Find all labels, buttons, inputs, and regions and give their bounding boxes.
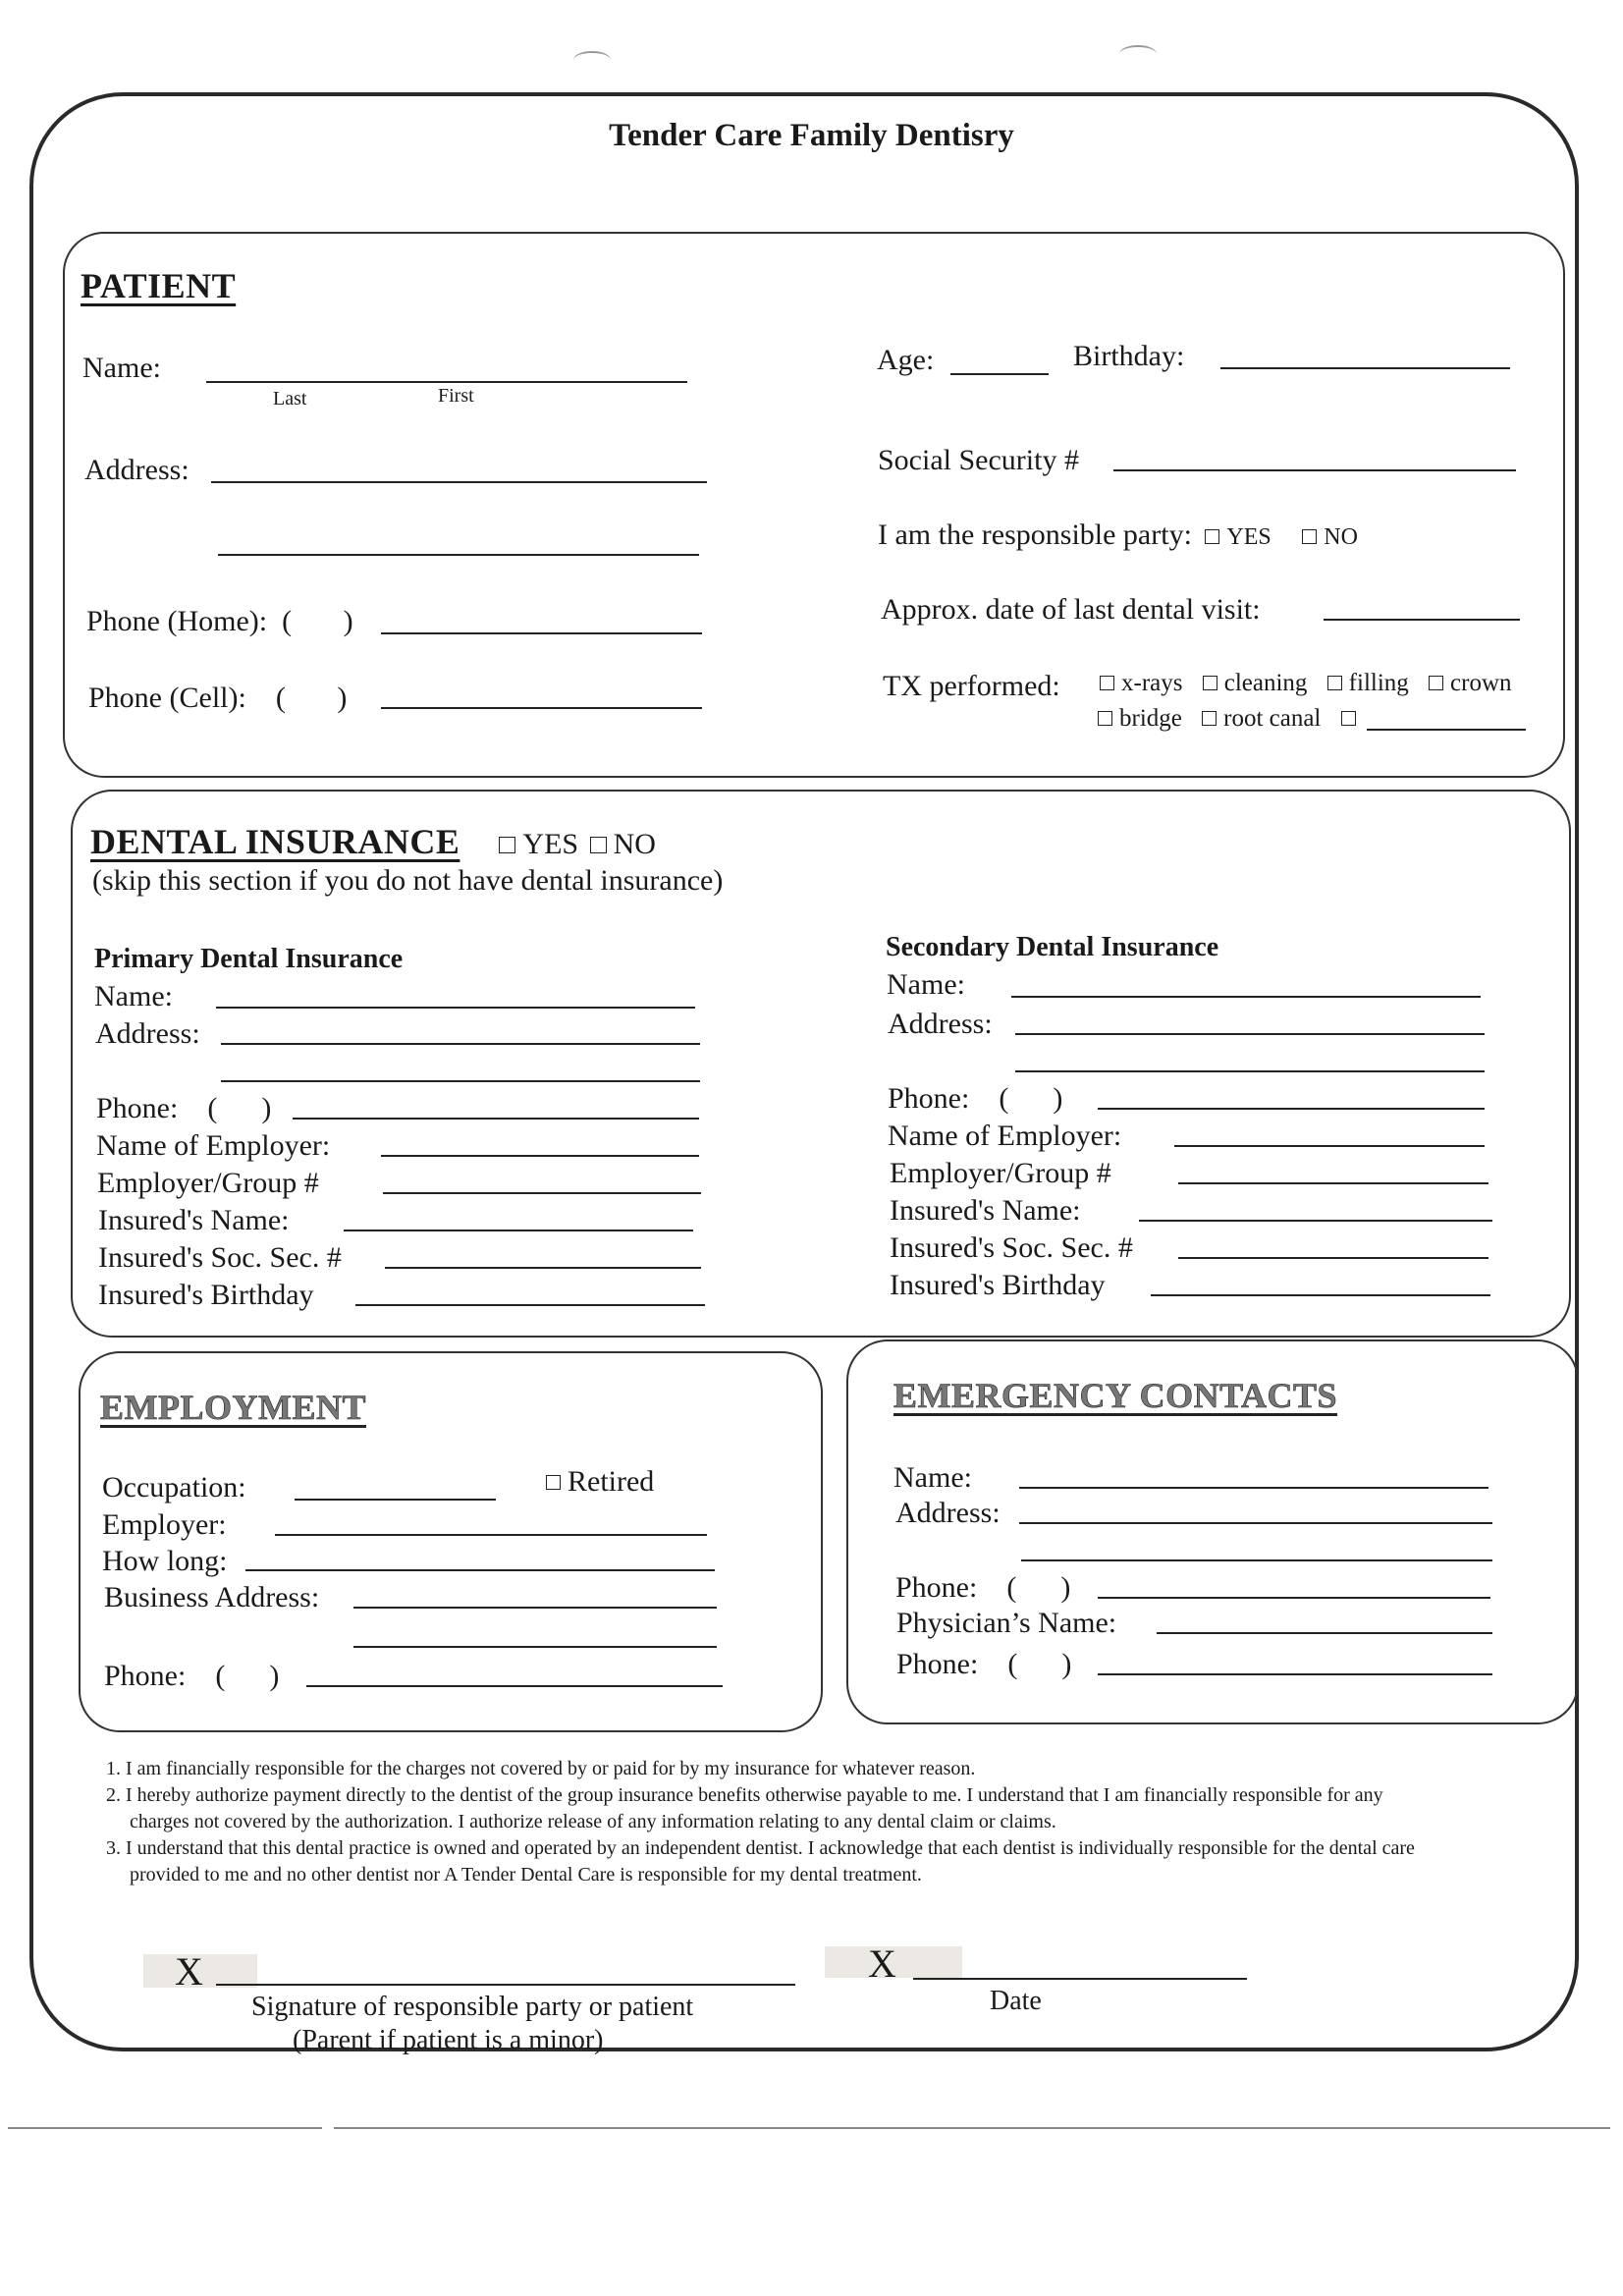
emergency-address-field-2[interactable] [1021, 1559, 1492, 1561]
primary-address-field[interactable] [221, 1043, 700, 1045]
phone-home-label: Phone (Home): ( ) [86, 605, 353, 637]
secondary-insured-name-field[interactable] [1139, 1220, 1492, 1222]
phone-cell-label: Phone (Cell): ( ) [88, 682, 348, 714]
phone-home-field[interactable] [381, 632, 702, 634]
date-field[interactable] [913, 1978, 1247, 1980]
primary-insured-name-field[interactable] [344, 1230, 693, 1231]
form-title: Tender Care Family Dentisry [609, 118, 1014, 153]
primary-insured-birthday-label: Insured's Birthday [98, 1279, 314, 1311]
secondary-address-field[interactable] [1015, 1033, 1485, 1035]
secondary-name-label: Name: [887, 968, 965, 1001]
patient-name-label: Name: [82, 352, 161, 384]
retired-checkbox[interactable] [546, 1475, 561, 1490]
secondary-address-field-2[interactable] [1015, 1070, 1485, 1072]
insurance-yes-checkbox[interactable] [499, 837, 515, 853]
patient-address-field[interactable] [211, 481, 707, 483]
primary-group-field[interactable] [383, 1192, 701, 1194]
emergency-name-field[interactable] [1019, 1487, 1488, 1489]
responsible-yes-checkbox[interactable] [1205, 529, 1219, 544]
primary-address-label: Address: [95, 1017, 200, 1050]
secondary-name-field[interactable] [1011, 996, 1481, 998]
term-item-1: 1. I am financially responsible for the charges not covered by or paid for by my insurance for whatever reason. [106, 1758, 976, 1779]
age-label: Age: [877, 344, 935, 376]
physician-phone-field[interactable] [1098, 1673, 1492, 1675]
secondary-insured-birthday-field[interactable] [1151, 1294, 1490, 1296]
how-long-label: How long: [102, 1545, 228, 1577]
secondary-phone-field[interactable] [1098, 1108, 1485, 1110]
tx-root-canal-checkbox[interactable] [1202, 711, 1217, 726]
birthday-label: Birthday: [1073, 340, 1185, 372]
first-name-caption: First [438, 385, 474, 407]
tx-filling-checkbox[interactable] [1327, 676, 1342, 690]
minor-caption: (Parent if patient is a minor) [293, 2025, 604, 2055]
emergency-phone-label: Phone: ( ) [895, 1571, 1071, 1604]
responsible-no-checkbox[interactable] [1302, 529, 1317, 544]
patient-heading: PATIENT [81, 266, 237, 305]
secondary-insured-name-label: Insured's Name: [890, 1194, 1081, 1227]
term-item-2: 2. I hereby authorize payment directly to the dentist of the group insurance benefits otherwise payable to me. I understand that I am financially responsible for any [106, 1784, 1383, 1806]
primary-phone-label: Phone: ( ) [96, 1092, 272, 1124]
primary-insured-ssn-field[interactable] [385, 1267, 701, 1269]
date-x-mark: X [868, 1941, 896, 1986]
age-field[interactable] [950, 373, 1049, 375]
primary-insured-name-label: Insured's Name: [98, 1204, 290, 1236]
signature-caption: Signature of responsible party or patient [251, 1992, 694, 2022]
physician-phone-label: Phone: ( ) [896, 1648, 1072, 1680]
primary-name-label: Name: [94, 980, 173, 1012]
tx-cleaning-checkbox[interactable] [1203, 676, 1217, 690]
emergency-address-label: Address: [895, 1497, 1001, 1529]
employer-label: Employer: [102, 1508, 227, 1541]
primary-employer-label: Name of Employer: [96, 1129, 331, 1162]
birthday-field[interactable] [1220, 367, 1510, 369]
tx-xrays-checkbox[interactable] [1100, 676, 1114, 690]
tx-performed-label: TX performed: [883, 670, 1060, 702]
emergency-phone-field[interactable] [1098, 1597, 1490, 1599]
term-item-3: 3. I understand that this dental practice is owned and operated by an independent dentist. I acknowledge that each dentist is individually responsible for the dental care [106, 1837, 1415, 1859]
retired-option: Retired [546, 1465, 654, 1499]
tx-crown-checkbox[interactable] [1429, 676, 1443, 690]
secondary-group-label: Employer/Group # [890, 1157, 1111, 1189]
secondary-insured-ssn-field[interactable] [1178, 1257, 1488, 1259]
insurance-heading: DENTAL INSURANCE [90, 822, 460, 861]
responsible-no-label: NO [1324, 524, 1358, 550]
secondary-insured-birthday-label: Insured's Birthday [890, 1269, 1106, 1301]
patient-address-field-2[interactable] [218, 554, 699, 556]
insurance-heading-row: DENTAL INSURANCE YES NO [90, 822, 656, 861]
responsible-party-row: I am the responsible party: YES NO [878, 519, 1358, 551]
primary-insured-ssn-label: Insured's Soc. Sec. # [98, 1241, 342, 1274]
primary-address-field-2[interactable] [221, 1080, 700, 1082]
secondary-group-field[interactable] [1178, 1182, 1488, 1184]
primary-phone-field[interactable] [293, 1118, 699, 1120]
last-visit-field[interactable] [1324, 619, 1520, 621]
insurance-no-checkbox[interactable] [590, 837, 607, 853]
physician-name-field[interactable] [1157, 1632, 1492, 1634]
occupation-label: Occupation: [102, 1471, 246, 1503]
employer-field[interactable] [275, 1534, 707, 1536]
secondary-insurance-heading: Secondary Dental Insurance [886, 932, 1219, 962]
emergency-address-field[interactable] [1019, 1522, 1492, 1524]
tx-options-row-2: bridge root canal [1098, 705, 1363, 733]
how-long-field[interactable] [245, 1569, 715, 1571]
page-bottom-rule [334, 2127, 1610, 2129]
signature-x-mark: X [175, 1949, 203, 1994]
phone-cell-field[interactable] [381, 707, 702, 709]
business-address-field-2[interactable] [353, 1646, 717, 1648]
responsible-yes-label: YES [1226, 524, 1271, 550]
tx-options-row-1: x-rays cleaning filling crown [1100, 670, 1526, 697]
secondary-address-label: Address: [888, 1008, 993, 1040]
terms-list [106, 1756, 1579, 1888]
ssn-field[interactable] [1113, 469, 1516, 471]
emergency-heading: EMERGENCY CONTACTS [893, 1376, 1338, 1415]
tx-bridge-checkbox[interactable] [1098, 711, 1112, 726]
insurance-skip-note: (skip this section if you do not have dental insurance) [92, 864, 724, 897]
secondary-employer-label: Name of Employer: [888, 1120, 1122, 1152]
patient-address-label: Address: [84, 454, 189, 486]
physician-name-label: Physician’s Name: [896, 1607, 1117, 1639]
primary-insured-birthday-field[interactable] [355, 1304, 705, 1306]
tx-other-checkbox[interactable] [1341, 711, 1356, 726]
last-visit-label: Approx. date of last dental visit: [881, 593, 1261, 626]
term-item-3-continued: provided to me and no other dentist nor A Tender Dental Care is responsible for my dental treatment. [130, 1864, 922, 1886]
primary-employer-field[interactable] [381, 1155, 699, 1157]
tx-other-field[interactable] [1367, 729, 1526, 731]
business-address-label: Business Address: [104, 1581, 320, 1613]
primary-group-label: Employer/Group # [97, 1167, 319, 1199]
secondary-insured-ssn-label: Insured's Soc. Sec. # [890, 1231, 1133, 1264]
occupation-field[interactable] [295, 1499, 496, 1501]
primary-insurance-heading: Primary Dental Insurance [94, 944, 404, 974]
ssn-label: Social Security # [878, 444, 1079, 476]
patient-name-field[interactable] [206, 381, 687, 383]
punch-hole-mark [1119, 45, 1157, 63]
business-address-field[interactable] [353, 1607, 717, 1609]
employment-phone-field[interactable] [306, 1685, 723, 1687]
secondary-employer-field[interactable] [1174, 1145, 1485, 1147]
date-caption: Date [990, 1986, 1042, 2016]
employment-phone-label: Phone: ( ) [104, 1660, 280, 1692]
secondary-phone-label: Phone: ( ) [888, 1082, 1063, 1115]
employment-heading: EMPLOYMENT [100, 1388, 366, 1427]
emergency-name-label: Name: [893, 1461, 972, 1494]
last-name-caption: Last [273, 388, 307, 410]
primary-name-field[interactable] [216, 1007, 695, 1009]
term-item-2-continued: charges not covered by the authorization. I authorize release of any information relating to any dental claim or claims. [130, 1811, 1056, 1832]
signature-field[interactable] [216, 1984, 795, 1986]
page-bottom-rule [8, 2127, 322, 2129]
punch-hole-mark [573, 51, 611, 69]
